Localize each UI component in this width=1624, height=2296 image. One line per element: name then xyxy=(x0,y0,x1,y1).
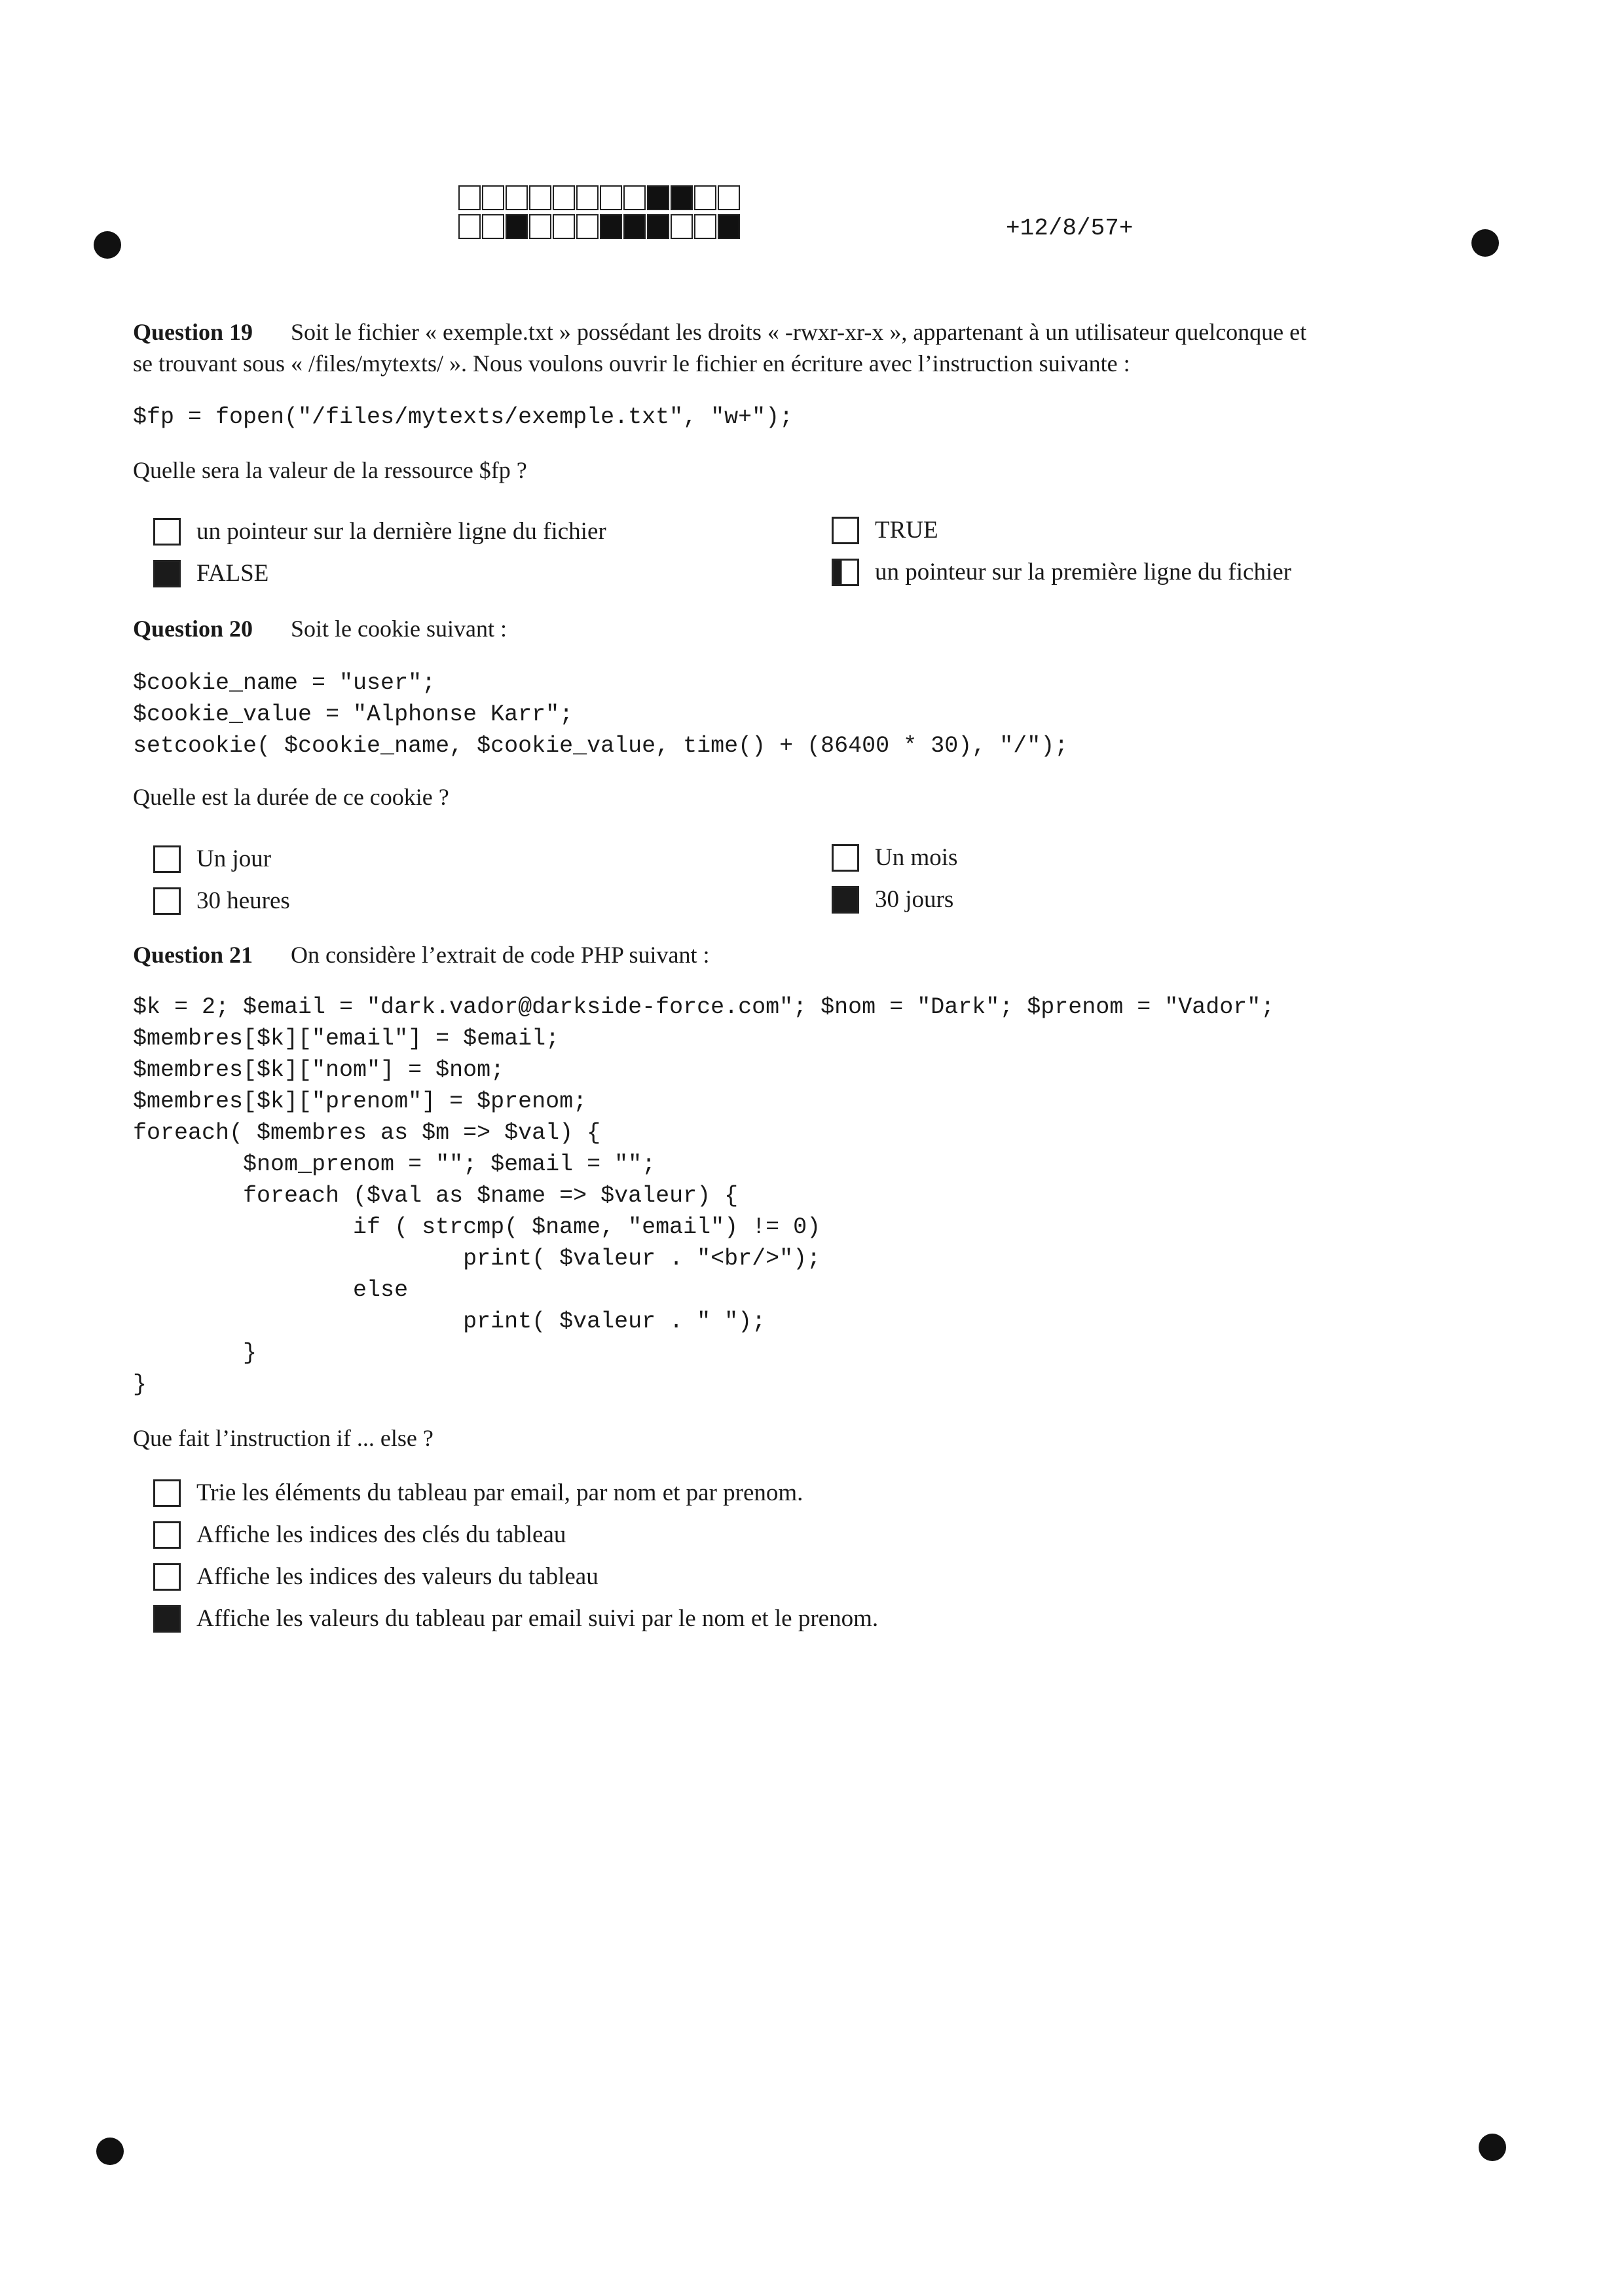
code-cell xyxy=(506,214,528,239)
code-cell xyxy=(623,185,646,210)
checkbox[interactable] xyxy=(832,517,859,544)
code-cell xyxy=(647,185,669,210)
page-identifier: +12/8/57+ xyxy=(1006,215,1134,242)
corner-mark-bottom-left xyxy=(96,2138,124,2165)
q19-option-1[interactable] xyxy=(153,516,606,547)
code-cell xyxy=(718,185,740,210)
q21-header xyxy=(133,939,1475,971)
option-label: FALSE xyxy=(196,560,269,587)
checkbox[interactable] xyxy=(832,886,859,914)
code-cell xyxy=(506,185,528,210)
code-cell xyxy=(623,214,646,239)
q21-option-2[interactable] xyxy=(153,1519,566,1551)
option-label: Affiche les indices des valeurs du tableau xyxy=(196,1563,599,1590)
code-cell xyxy=(671,185,693,210)
q20-option-4[interactable] xyxy=(832,884,953,916)
code-cell xyxy=(529,214,551,239)
option-label: 30 jours xyxy=(875,886,954,913)
q19-option-4[interactable] xyxy=(832,557,1291,588)
q21-code: $k = 2; $email = "dark.vador@darkside-force.com"; $nom = "Dark"; $prenom = "Vador"; $membres[$k]["email"] = $email; $membres[$k]["nom"] = $nom; $membres[$k]["prenom"] = $prenom; foreach( $membres as $m => $val) { $nom_prenom = ""; $email = ""; foreach ($val as $name => $valeur) { if ( strcmp( $name, "email") != 0) print( $valeur . "<br/>"); else print( $valeur . " "); } } xyxy=(133,994,1275,1398)
code-cell xyxy=(647,214,669,239)
q19-label: Question 19 xyxy=(133,319,253,345)
option-label: Affiche les indices des clés du tableau xyxy=(196,1521,566,1548)
code-cell xyxy=(529,185,551,210)
binary-code-grid xyxy=(458,185,741,243)
code-cell xyxy=(553,185,575,210)
code-cell xyxy=(576,185,599,210)
checkbox[interactable] xyxy=(153,518,181,546)
option-label: 30 heures xyxy=(196,887,290,914)
q19-prompt-line1: Soit le fichier « exemple.txt » possédant les droits « -rwxr-xr-x », appartenant à un utilisateur quelconque et xyxy=(291,319,1307,345)
code-cell xyxy=(600,185,622,210)
checkbox[interactable] xyxy=(153,1563,181,1591)
code-cell xyxy=(576,214,599,239)
q19-code: $fp = fopen("/files/mytexts/exemple.txt", "w+"); xyxy=(133,404,794,430)
q20-option-3[interactable] xyxy=(832,842,957,874)
code-cell xyxy=(694,214,716,239)
q21-option-1[interactable] xyxy=(153,1477,803,1509)
code-cell xyxy=(600,214,622,239)
code-cell xyxy=(458,214,481,239)
q21-option-3[interactable] xyxy=(153,1561,599,1593)
q21-option-4[interactable] xyxy=(153,1603,878,1635)
checkbox[interactable] xyxy=(153,1521,181,1549)
code-cell xyxy=(482,185,504,210)
q20-option-1[interactable] xyxy=(153,843,271,875)
code-cell xyxy=(553,214,575,239)
code-cell xyxy=(458,185,481,210)
q19-prompt-line2: se trouvant sous « /files/mytexts/ ». Nous voulons ouvrir le fichier en écriture avec l’instruction suivante : xyxy=(133,350,1130,377)
q20-question: Quelle est la durée de ce cookie ? xyxy=(133,784,449,810)
q19-header xyxy=(133,316,1475,379)
option-label: Un jour xyxy=(196,845,272,872)
option-label: un pointeur sur la première ligne du fichier xyxy=(875,559,1291,585)
q20-option-2[interactable] xyxy=(153,885,290,917)
corner-mark-top-right xyxy=(1471,229,1499,257)
checkbox[interactable] xyxy=(832,844,859,872)
checkbox[interactable] xyxy=(153,1479,181,1507)
corner-mark-bottom-right xyxy=(1479,2134,1506,2161)
checkbox[interactable] xyxy=(153,560,181,587)
option-label: Affiche les valeurs du tableau par email suivi par le nom et le prenom. xyxy=(196,1605,879,1632)
q21-label: Question 21 xyxy=(133,942,253,968)
q21-prompt: On considère l’extrait de code PHP suivant : xyxy=(291,942,710,968)
q20-code: $cookie_name = "user"; $cookie_value = "Alphonse Karr"; setcookie( $cookie_name, $cookie_value, time() + (86400 * 30), "/"); xyxy=(133,670,1069,759)
corner-mark-top-left xyxy=(94,231,121,259)
q19-option-2[interactable] xyxy=(153,558,268,589)
code-row-2 xyxy=(458,214,741,240)
code-cell xyxy=(482,214,504,239)
code-cell xyxy=(718,214,740,239)
code-cell xyxy=(694,185,716,210)
q20-prompt: Soit le cookie suivant : xyxy=(291,616,507,642)
q19-question: Quelle sera la valeur de la ressource $fp ? xyxy=(133,457,527,483)
code-cell xyxy=(671,214,693,239)
option-label: Trie les éléments du tableau par email, par nom et par prenom. xyxy=(196,1479,803,1506)
q19-option-3[interactable] xyxy=(832,515,938,546)
q21-question: Que fait l’instruction if ... else ? xyxy=(133,1425,434,1451)
checkbox[interactable] xyxy=(153,845,181,873)
option-label: TRUE xyxy=(875,517,938,544)
option-label: un pointeur sur la dernière ligne du fichier xyxy=(196,518,606,545)
checkbox[interactable] xyxy=(153,1605,181,1633)
option-label: Un mois xyxy=(875,844,958,871)
q20-label: Question 20 xyxy=(133,616,253,642)
checkbox[interactable] xyxy=(153,887,181,915)
checkbox[interactable] xyxy=(832,559,859,586)
q20-header xyxy=(133,613,1475,644)
code-row-1 xyxy=(458,185,741,212)
